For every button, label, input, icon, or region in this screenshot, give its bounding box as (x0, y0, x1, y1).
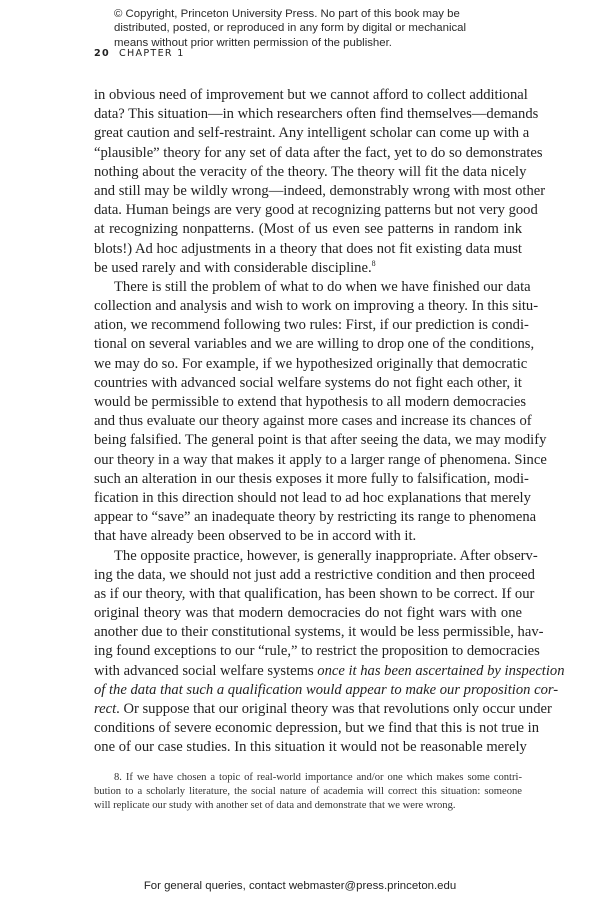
text-line: and still may be wildly wrong—indeed, demonstrably wrong with most other (94, 182, 546, 199)
copyright-line: © Copyright, Princeton University Press. No part of this book may be (114, 8, 460, 20)
text-line: There is still the problem of what to do when we have finished our data (114, 278, 531, 295)
text-line: ation, we recommend following two rules: First, if our prediction is condi- (94, 317, 529, 334)
chapter-label: CHAPTER 1 (118, 48, 185, 59)
footnote-ref-8[interactable]: 8 (371, 258, 376, 268)
footnote-8 (94, 771, 522, 814)
text-line: another due to their constitutional systems, it would be less permissible, hav- (94, 624, 544, 641)
running-head (94, 48, 185, 59)
copyright-line: distributed, posted, or reproduced in any form by digital or mechanical (114, 22, 467, 35)
page-number: 20 (94, 48, 110, 59)
text-line: ing the data, we should not just add a restrictive condition and then proceed (94, 566, 535, 583)
text-line: “plausible” theory for any set of data after the fact, yet to do so demonstrates (94, 144, 543, 161)
text-line: data. Human beings are very good at recognizing patterns but not very good (94, 202, 538, 219)
footnotes (94, 771, 522, 814)
text-line: one of our case studies. In this situation it would not be reasonable merely (94, 739, 527, 756)
text-line: that have already been observed to be in accord with it. (94, 528, 417, 545)
text-line: and thus evaluate our theory against more cases and increase its chances of (94, 413, 532, 430)
text-line: our theory in a way that makes it apply to a larger range of phenomena. Since (94, 451, 547, 468)
copyright-line: means without prior written permission of the publisher. (114, 36, 392, 49)
text-line: we may do so. For example, if we hypothesized originally that democratic (94, 355, 528, 372)
text-line: in obvious need of improvement but we cannot afford to collect additional (94, 87, 528, 103)
text-line (94, 700, 552, 719)
text-line: The opposite practice, however, is generally inappropriate. After observ- (114, 547, 538, 564)
body-text (94, 86, 565, 758)
copyright-notice (114, 7, 534, 50)
text-line: data? This situation—in which researchers often find themselves—demands (94, 106, 539, 123)
italic-text: once it has been ascertained by inspection (317, 662, 565, 679)
text-line: would be permissible to extend that hypothesis to all modern democracies (94, 394, 527, 410)
text-line: tional on several variables and we are willing to drop one of the conditions, (94, 336, 535, 353)
text-line: countries with advanced social welfare systems do not fight each other, it (94, 374, 522, 391)
text-line: conditions of severe economic depression, but we find that this is not true in (94, 720, 540, 737)
text-line (94, 662, 565, 681)
text-line (94, 681, 559, 700)
text-segment: . Or suppose that our original theory was that revolutions only occur under (116, 701, 552, 717)
text-line: nothing about the veracity of the theory. The theory will fit the data nicely (94, 163, 527, 180)
text-line: appear to “save” an inadequate theory by restricting its range to phenomena (94, 509, 537, 526)
text-line: such an alteration in our thesis exposes it more fully to falsification, modi- (94, 470, 529, 487)
text-line: blots!) Ad hoc adjustments in a theory that does not fit existing data must (94, 240, 522, 257)
italic-text: of the data that such a qualification would appear to make our proposition cor- (94, 681, 559, 698)
footnote-line: will replicate our study with another set of data and demonstrate that we were wrong. (94, 800, 456, 812)
paragraph-3 (94, 547, 565, 758)
text-line: as if our theory, with that qualification, has been shown to be correct. If our (94, 585, 535, 602)
footnote-line: 8. If we have chosen a topic of real-world importance and/or one which makes some contri- (114, 772, 522, 783)
paragraph-1 (94, 86, 546, 278)
paragraph-2 (94, 278, 547, 547)
text-segment: be used rarely and with considerable discipline. (94, 259, 372, 276)
text-line: fication in this direction should not lead to ad hoc explanations that merely (94, 489, 531, 506)
text-line (94, 259, 522, 278)
text-line: being falsified. The general point is that after seeing the data, we may modify (94, 432, 547, 449)
text-segment: with advanced social welfare systems (94, 662, 318, 679)
text-line: original theory was that modern democracies do not fight wars with one (94, 605, 522, 622)
footnote-line: bution to a scholarly literature, the social nature of academia will correct this situation: someone (94, 786, 522, 798)
text-line: at recognizing nonpatterns. (Most of us even see patterns in random ink (94, 221, 522, 238)
contact-footer: For general queries, contact webmaster@press.princeton.edu (143, 880, 457, 892)
text-line: great caution and self-restraint. Any intelligent scholar can come up with a (94, 125, 530, 142)
text-line: ing found exceptions to our “rule,” to restrict the proposition to democracies (94, 643, 540, 660)
italic-text: rect (94, 701, 117, 717)
text-line: collection and analysis and wish to work on improving a theory. In this situ- (94, 298, 539, 315)
